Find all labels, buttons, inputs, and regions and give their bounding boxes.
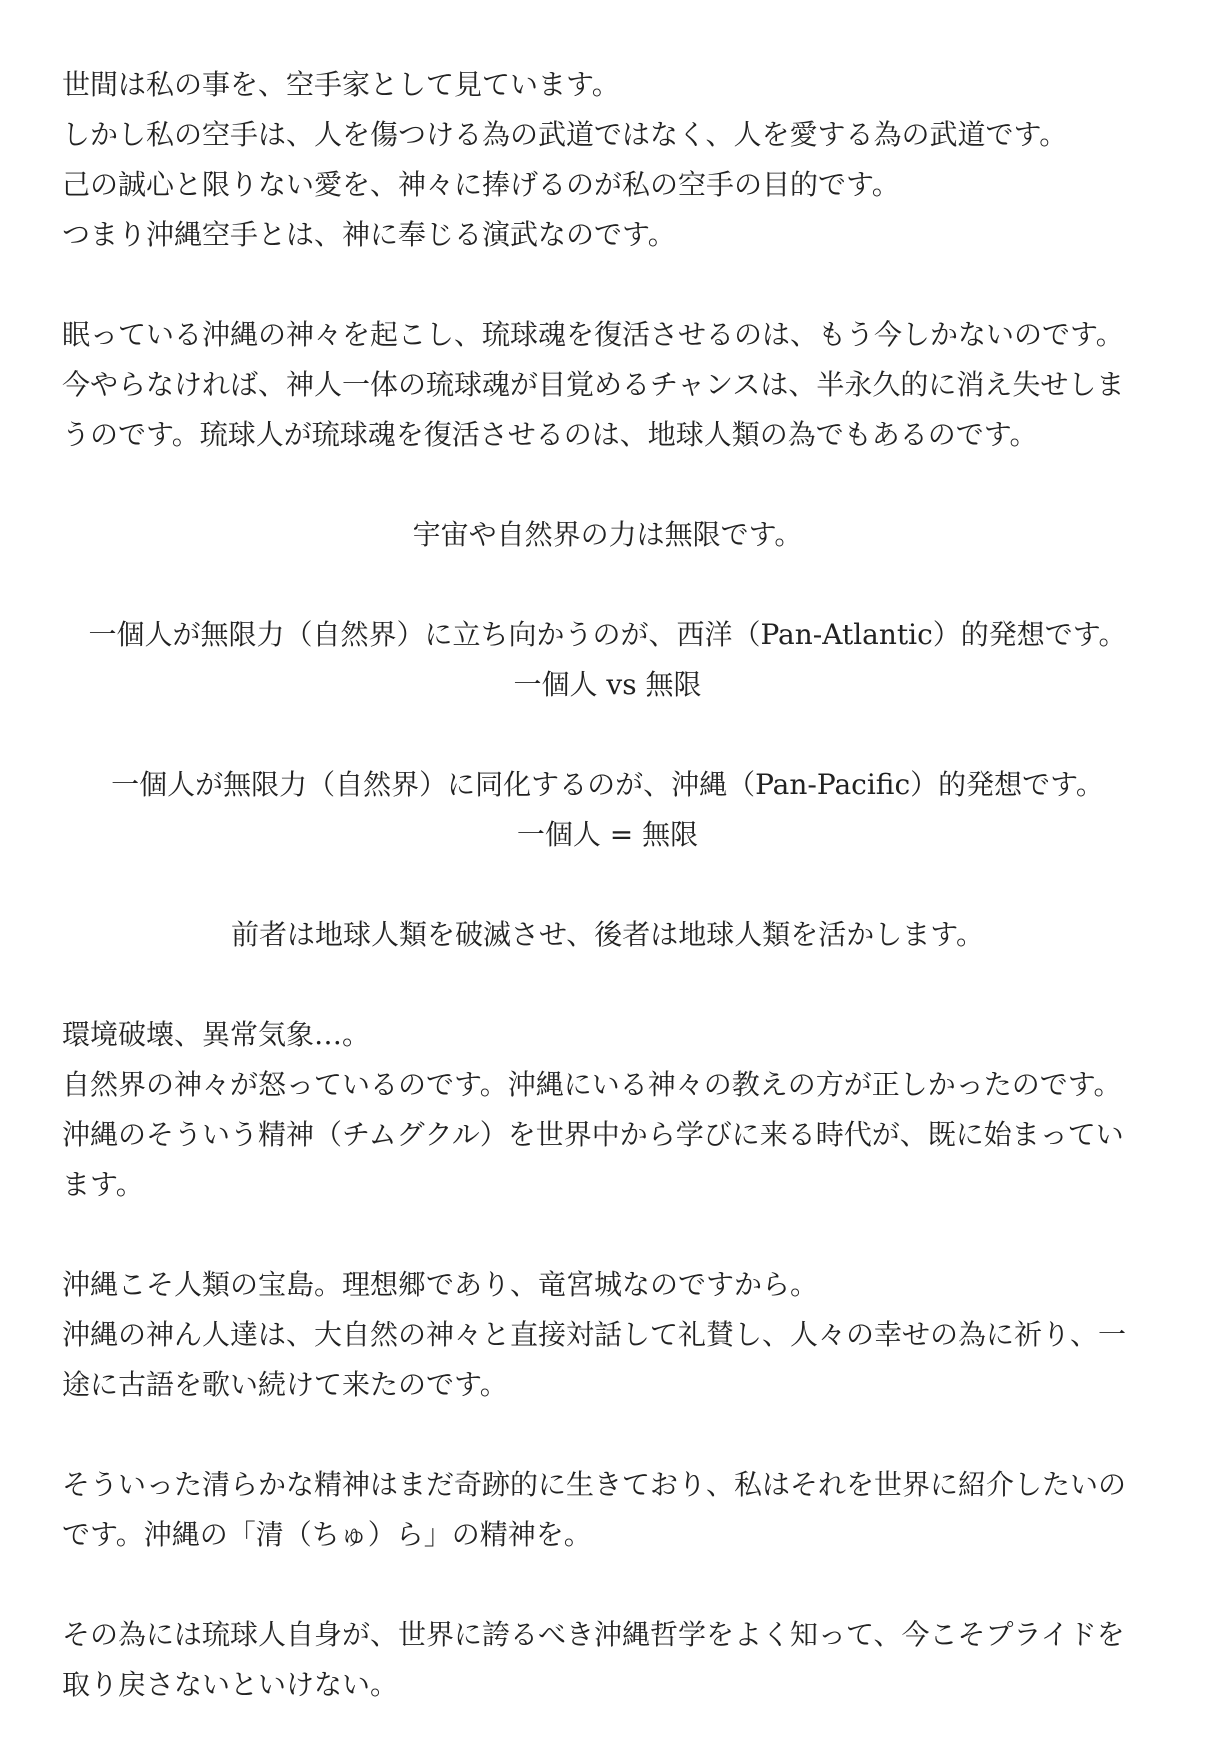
paragraph-3-line-4: ます。 [62,1168,144,1201]
centered-statement-1: 宇宙や自然界の力は無限です。 [412,518,803,551]
centered-statement-3-line-1: 一個人が無限力（自然界）に同化するのが、沖縄（Pan-Pacific）的発想です。 [111,768,1104,801]
paragraph-4-line-2: 沖縄の神ん人達は、大自然の神々と直接対話して礼賛し、人々の幸せの為に祈り、一 [62,1318,1127,1351]
centered-statement-2-line-2: 一個人 vs 無限 [513,668,702,701]
centered-statement-4: 前者は地球人類を破滅させ、後者は地球人類を活かします。 [231,918,984,951]
paragraph-1-line-2: しかし私の空手は、人を傷つける為の武道ではなく、人を愛する為の武道です。 [62,118,1068,151]
paragraph-3-line-3: 沖縄のそういう精神（チムグクル）を世界中から学びに来る時代が、既に始まってい [62,1118,1124,1151]
paragraph-4-line-1: 沖縄こそ人類の宝島。理想郷であり、竜宮城なのですから。 [62,1268,819,1301]
paragraph-2-line-3: うのです。琉球人が琉球魂を復活させるのは、地球人類の為でもあるのです。 [62,418,1038,451]
paragraph-5-line-2: です。沖縄の「清（ちゅ）ら」の精神を。 [62,1518,592,1551]
paragraph-3-line-2: 自然界の神々が怒っているのです。沖縄にいる神々の教えの方が正しかったのです。 [62,1068,1122,1101]
paragraph-6-line-1: その為には琉球人自身が、世界に誇るべき沖縄哲学をよく知って、今こそプライドを [62,1618,1125,1651]
paragraph-2-line-1: 眠っている沖縄の神々を起こし、琉球魂を復活させるのは、もう今しかないのです。 [62,318,1124,351]
paragraph-4-line-3: 途に古語を歌い続けて来たのです。 [62,1368,508,1401]
paragraph-3-line-1: 環境破壊、異常気象…。 [62,1018,371,1051]
paragraph-5-line-1: そういった清らかな精神はまだ奇跡的に生きており、私はそれを世界に紹介したいの [62,1468,1127,1501]
centered-statement-2-line-1: 一個人が無限力（自然界）に立ち向かうのが、西洋（Pan-Atlantic）的発想です。 [88,618,1127,651]
centered-statement-3-line-2: 一個人 = 無限 [516,818,699,851]
paragraph-6-line-2: 取り戻さないといけない。 [62,1668,399,1701]
paragraph-2-line-2: 今やらなければ、神人一体の琉球魂が目覚めるチャンスは、半永久的に消え失せしま [62,368,1125,401]
paragraph-1-line-4: つまり沖縄空手とは、神に奉じる演武なのです。 [62,218,676,251]
paragraph-1-line-1: 世間は私の事を、空手家として見ています。 [62,68,620,101]
paragraph-1-line-3: 己の誠心と限りない愛を、神々に捧げるのが私の空手の目的です。 [62,168,900,201]
